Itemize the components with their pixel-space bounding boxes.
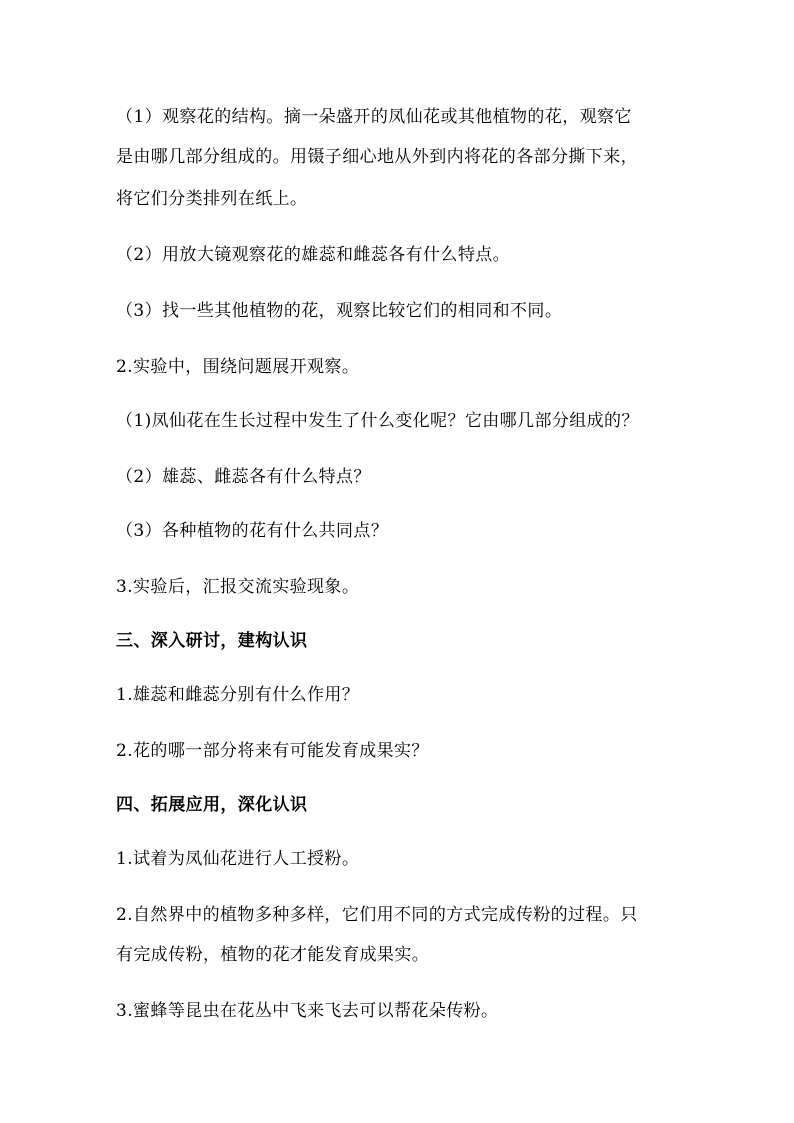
paragraph-observe-structure-line-1: （1）观察花的结构。摘一朵盛开的凤仙花或其他植物的花，观察它 bbox=[116, 107, 632, 127]
question-common-points: （3）各种植物的花有什么共同点？ bbox=[116, 521, 389, 541]
paragraph-observe-structure-line-2: 是由哪几部分组成的。用镊子细心地从外到内将花的各部分撕下来， bbox=[116, 147, 638, 167]
paragraph-compare-flowers: （3）找一些其他植物的花，观察比较它们的相同和不同。 bbox=[116, 301, 563, 321]
paragraph-bees: 3.蜜蜂等昆虫在花丛中飞来飞去可以帮花朵传粉。 bbox=[116, 1001, 499, 1021]
paragraph-after-experiment: 3.实验后，汇报交流实验现象。 bbox=[116, 577, 360, 597]
question-stamen-pistil: （2）雄蕊、雌蕊各有什么特点？ bbox=[116, 467, 371, 487]
section-heading-3: 三、深入研讨，建构认识 bbox=[116, 631, 308, 651]
paragraph-nature-line-1: 2.自然界中的植物多种多样，它们用不同的方式完成传粉的过程。只 bbox=[116, 905, 638, 925]
section-heading-4: 四、拓展应用，深化认识 bbox=[116, 795, 308, 815]
paragraph-observe-structure-line-3: 将它们分类排列在纸上。 bbox=[116, 189, 308, 209]
question-function: 1.雄蕊和雌蕊分别有什么作用？ bbox=[116, 685, 360, 705]
paragraph-during-experiment: 2.实验中，围绕问题展开观察。 bbox=[116, 357, 360, 377]
paragraph-nature-line-2: 有完成传粉，植物的花才能发育成果实。 bbox=[116, 945, 430, 965]
question-fruit: 2.花的哪一部分将来有可能发育成果实？ bbox=[116, 741, 429, 761]
paragraph-pollination: 1.试着为凤仙花进行人工授粉。 bbox=[116, 849, 360, 869]
question-growth-changes: （1)凤仙花在生长过程中发生了什么变化呢？它由哪几部分组成的？ bbox=[116, 411, 639, 431]
paragraph-magnifier: （2）用放大镜观察花的雄蕊和雌蕊各有什么特点。 bbox=[116, 245, 511, 265]
